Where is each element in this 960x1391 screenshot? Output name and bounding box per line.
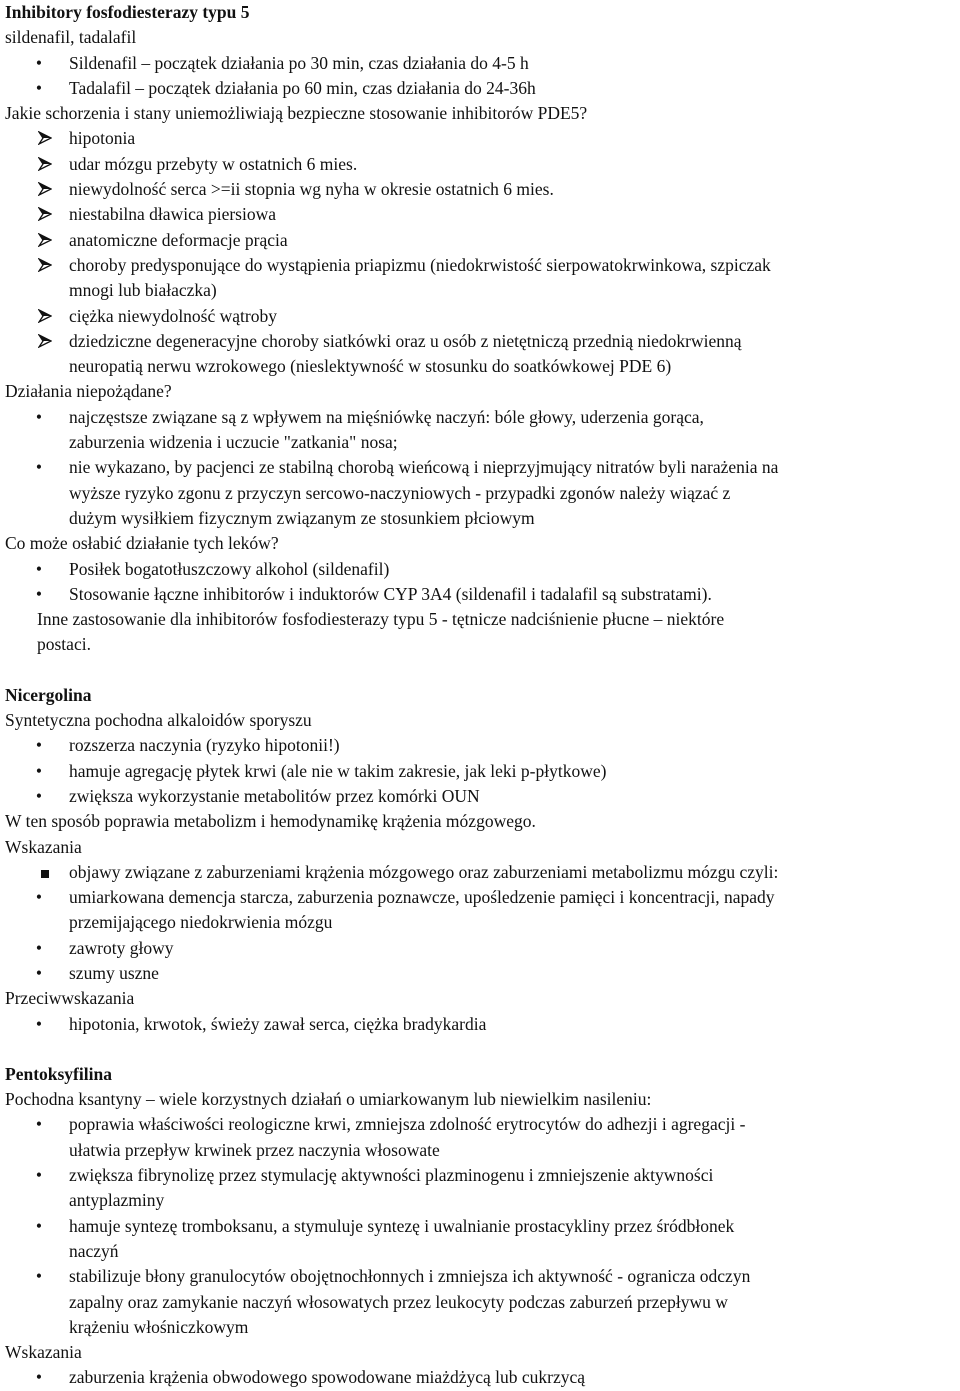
list-item: [5, 152, 960, 177]
section-title-pde5: Inhibitory fosfodiesterazy typu 5: [5, 2, 250, 22]
bullet-icon: •: [35, 1013, 43, 1034]
square-bullet-icon: [35, 860, 55, 885]
list-item-text: zapalny oraz zamykanie naczyń włosowatych przez leukocyty podczas zaburzeń przepływu w: [69, 1291, 728, 1312]
list-item: [5, 1012, 960, 1037]
list-item: [5, 936, 960, 961]
nicergoline-indications-list: [5, 885, 960, 986]
list-item: [5, 885, 960, 936]
nicergoline-intro: Syntetyczna pochodna alkaloidów sporyszu: [5, 710, 312, 731]
bullet-icon: •: [35, 77, 43, 98]
list-item-text: hipotonia, krwotok, świeży zawał serca, ciężka bradykardia: [69, 1013, 487, 1034]
list-item: [5, 304, 960, 329]
list-item-text: naczyń: [69, 1240, 119, 1261]
list-item-text: ułatwia przepływ krwinek przez naczynia włosowate: [69, 1139, 440, 1160]
arrow-bullet-icon: [35, 152, 55, 177]
list-item: [5, 733, 960, 758]
list-item-text: hipotonia: [69, 128, 136, 149]
list-item: [5, 961, 960, 986]
bullet-icon: •: [35, 962, 43, 983]
list-item: [5, 557, 960, 582]
list-item-text: zwiększa fibrynolizę przez stymulację aktywności plazminogenu i zmniejszenie aktywności: [69, 1165, 714, 1186]
list-item-text: Tadalafil – początek działania po 60 min, czas działania do 24-36h: [69, 77, 536, 98]
list-item: [5, 253, 960, 304]
list-item: [5, 177, 960, 202]
list-item-text: zawroty głowy: [69, 937, 174, 958]
list-item: [5, 1163, 960, 1214]
list-item-text: stabilizuje błony granulocytów obojętnochłonnych i zmniejsza ich aktywność - ogranicza odczyn: [69, 1266, 751, 1287]
arrow-bullet-icon: [35, 253, 55, 278]
list-item-text: mnogi lub białaczka): [69, 280, 217, 301]
nicergoline-indications-label: Wskazania: [5, 836, 82, 857]
list-item-text: ciężka niewydolność wątroby: [69, 305, 277, 326]
list-item-text: umiarkowana demencja starcza, zaburzenia poznawcze, upośledzenie pamięci i koncentracji, napady: [69, 887, 775, 908]
other-uses-line: postaci.: [37, 634, 91, 655]
list-item-text: krążeniu włośniczkowym: [69, 1316, 249, 1337]
list-item-text: niestabilna dławica piersiowa: [69, 204, 277, 225]
bullet-icon: •: [35, 1367, 43, 1388]
other-uses-paragraph: [5, 607, 960, 658]
bullet-icon: •: [35, 1215, 43, 1236]
list-item-text: anatomiczne deformacje prącia: [69, 229, 288, 250]
list-item: [5, 76, 960, 101]
list-item: [5, 202, 960, 227]
list-item-text: zaburzenia widzenia i uczucie "zatkania" nosa;: [69, 432, 398, 453]
list-item-text: przemijającego niedokrwienia mózgu: [69, 912, 333, 933]
adverse-effects-question: Działania niepożądane?: [5, 381, 172, 402]
list-item-text: wyższe ryzyko zgonu z przyczyn sercowo-naczyniowych - przypadki zgonów należy wiązać z: [69, 482, 731, 503]
pentoxifylline-action-list: [5, 1112, 960, 1340]
list-item-text: Posiłek bogatotłuszczowy alkohol (sildenafil): [69, 558, 390, 579]
bullet-icon: •: [35, 735, 43, 756]
bullet-icon: •: [35, 760, 43, 781]
arrow-bullet-icon: [35, 304, 55, 329]
bullet-icon: •: [35, 785, 43, 806]
bullet-icon: •: [35, 558, 43, 579]
list-item: [5, 784, 960, 809]
list-item: [5, 228, 960, 253]
weaken-list: [5, 557, 960, 608]
indication-square-text: objawy związane z zaburzeniami krążenia mózgowego oraz zaburzeniami metabolizmu mózgu czyli:: [69, 861, 779, 882]
bullet-icon: •: [35, 1266, 43, 1287]
section-spacer: [5, 1037, 960, 1062]
list-item: [5, 455, 960, 531]
nicergoline-action-list: [5, 733, 960, 809]
list-item: [5, 1264, 960, 1340]
bullet-icon: •: [35, 1114, 43, 1135]
list-item: [5, 405, 960, 456]
list-item-text: dużym wysiłkiem fizycznym związanym ze stosunkiem płciowym: [69, 507, 535, 528]
bullet-icon: •: [35, 406, 43, 427]
list-item-text: nie wykazano, by pacjenci ze stabilną chorobą wieńcową i nieprzyjmujący nitratów byli narażenia na: [69, 457, 779, 478]
bullet-icon: •: [35, 887, 43, 908]
list-item-text: Stosowanie łączne inhibitorów i induktorów CYP 3A4 (sildenafil i tadalafil są substratami).: [69, 583, 712, 604]
list-item-text: hamuje syntezę tromboksanu, a stymuluje syntezę i uwalnianie prostacykliny przez śródbłonek: [69, 1215, 735, 1236]
arrow-bullet-icon: [35, 228, 55, 253]
bullet-icon: •: [35, 583, 43, 604]
arrow-bullet-icon: [35, 329, 55, 354]
adverse-effects-list: [5, 405, 960, 531]
list-item: [5, 1214, 960, 1265]
bullet-icon: •: [35, 52, 43, 73]
other-uses-line: Inne zastosowanie dla inhibitorów fosfodiesterazy typu 5 - tętnicze nadciśnienie płucne – niektóre: [37, 609, 725, 630]
list-item-text: Sildenafil – początek działania po 30 min, czas działania do 4-5 h: [69, 52, 529, 73]
list-item-text: udar mózgu przebyty w ostatnich 6 mies.: [69, 153, 358, 174]
list-item-text: szumy uszne: [69, 962, 159, 983]
list-item-text: choroby predysponujące do wystąpienia priapizmu (niedokrwistość sierpowatokrwinkowa, szpiczak: [69, 254, 771, 275]
pde5-bullet-list: [5, 51, 960, 102]
list-item: [5, 1365, 960, 1390]
list-item-text: zwiększa wykorzystanie metabolitów przez komórki OUN: [69, 785, 480, 806]
list-item-text: niewydolność serca >=ii stopnia wg nyha w okresie ostatnich 6 mies.: [69, 179, 554, 200]
bullet-icon: •: [35, 937, 43, 958]
list-item-text: zaburzenia krążenia obwodowego spowodowane miażdżycą lub cukrzycą: [69, 1367, 586, 1388]
list-item-text: rozszerza naczynia (ryzyko hipotonii!): [69, 735, 340, 756]
list-item-text: dziedziczne degeneracyjne choroby siatkówki oraz u osób z nietętniczą przednią niedokrwienną: [69, 330, 742, 351]
contraindication-question: Jakie schorzenia i stany uniemożliwiają bezpieczne stosowanie inhibitorów PDE5?: [5, 103, 588, 124]
nicergoline-contraindications-list: [5, 1012, 960, 1037]
indication-square-item: [5, 860, 960, 885]
list-item: [5, 582, 960, 607]
subtitle-pde5: sildenafil, tadalafil: [5, 27, 137, 48]
contraindication-arrow-list: [5, 126, 960, 379]
pentoxifylline-indications-list: [5, 1365, 960, 1390]
list-item: [5, 759, 960, 784]
pentoxifylline-intro: Pochodna ksantyny – wiele korzystnych działań o umiarkowanym lub niewielkim nasileniu:: [5, 1089, 652, 1110]
bullet-icon: •: [35, 1165, 43, 1186]
section-title-pentoxifylline: Pentoksyfilina: [5, 1063, 112, 1084]
list-item: [5, 1112, 960, 1163]
list-item-text: hamuje agregację płytek krwi (ale nie w takim zakresie, jak leki p-płytkowe): [69, 760, 607, 781]
pentoxifylline-indications-label: Wskazania: [5, 1342, 82, 1363]
list-item-text: neuropatią nerwu wzrokowego (nieslektywność w stosunku do soatkówkowej PDE 6): [69, 356, 672, 377]
nicergoline-contraindications-label: Przeciwwskazania: [5, 988, 135, 1009]
arrow-bullet-icon: [35, 202, 55, 227]
list-item: [5, 329, 960, 380]
section-spacer: [5, 658, 960, 683]
arrow-bullet-icon: [35, 177, 55, 202]
arrow-bullet-icon: [35, 126, 55, 151]
list-item-text: antyplazminy: [69, 1190, 165, 1211]
list-item-text: poprawia właściwości reologiczne krwi, zmniejsza zdolność erytrocytów do adhezji i agregacji -: [69, 1114, 746, 1135]
list-item-text: najczęstsze związane są z wpływem na mięśniówkę naczyń: bóle głowy, uderzenia gorąca,: [69, 406, 704, 427]
weaken-question: Co może osłabić działanie tych leków?: [5, 533, 279, 554]
section-title-nicergoline: Nicergolina: [5, 684, 92, 705]
bullet-icon: •: [35, 457, 43, 478]
list-item: [5, 126, 960, 151]
list-item: [5, 51, 960, 76]
nicergoline-summary: W ten sposób poprawia metabolizm i hemodynamikę krążenia mózgowego.: [5, 811, 536, 832]
